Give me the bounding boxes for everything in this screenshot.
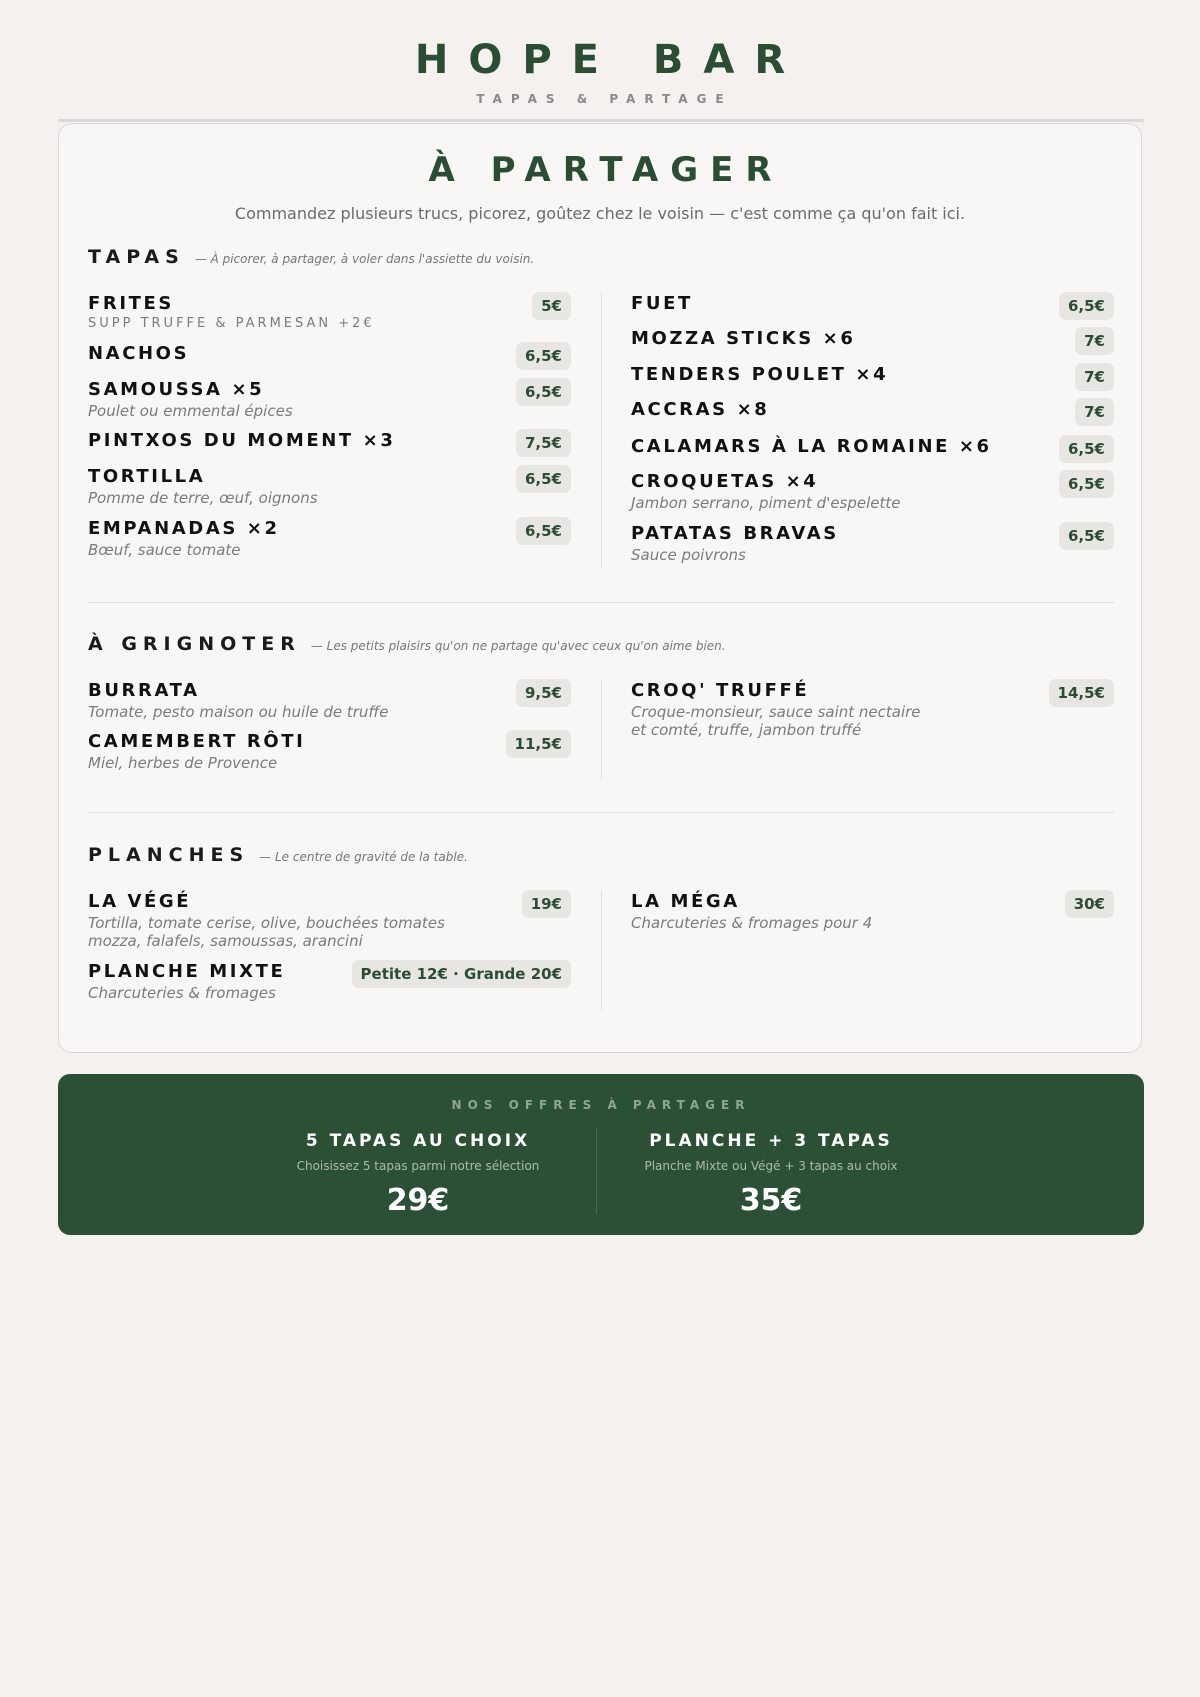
menu-item — [88, 378, 571, 429]
menu-item — [631, 363, 1114, 398]
item-name: BURRATA — [88, 680, 200, 701]
menu-item — [88, 960, 571, 1010]
item-name: NACHOS — [88, 343, 190, 364]
menu-item — [88, 342, 571, 378]
item-description: Poulet ou emmental épices — [88, 402, 293, 420]
price-badge: Petite 12€ · Grande 20€ — [352, 960, 571, 988]
section-columns — [88, 890, 1114, 1010]
menu-item — [631, 890, 1114, 1010]
offer-price: 29€ — [386, 1183, 450, 1218]
menu-item — [88, 679, 571, 730]
item-name: FUET — [631, 293, 693, 314]
offers-divider — [596, 1128, 597, 1214]
section-divider — [88, 812, 1114, 813]
card-title: À PARTAGER — [428, 150, 784, 190]
item-name: TENDERS POULET ×4 — [631, 364, 889, 385]
menu-item — [631, 470, 1114, 522]
item-name: PLANCHE MIXTE — [88, 961, 286, 982]
brand-name: HOPE BAR — [414, 37, 806, 83]
column-left — [88, 890, 602, 1010]
section-tagline: — Les petits plaisirs qu'on ne partage qu'avec ceux qu'on aime bien. — [310, 639, 726, 653]
offer-card — [611, 1130, 931, 1220]
brand-header — [0, 0, 1200, 106]
item-name: MOZZA STICKS ×6 — [631, 328, 856, 349]
price-badge: 6,5€ — [1059, 292, 1114, 320]
menu-item — [631, 398, 1114, 435]
column-left — [88, 292, 602, 568]
menu-item — [631, 679, 1114, 745]
section-title: TAPAS — [88, 246, 185, 268]
menu-item — [88, 292, 571, 342]
price-badge: 6,5€ — [1059, 522, 1114, 550]
offer-card — [258, 1130, 578, 1220]
column-right — [602, 679, 1114, 780]
price-badge: 30€ — [1065, 890, 1114, 918]
item-name: ACCRAS ×8 — [631, 399, 770, 420]
section-tagline: — Le centre de gravité de la table. — [259, 850, 468, 864]
price-badge: 9,5€ — [516, 679, 571, 707]
item-supplement: SUPP TRUFFE & PARMESAN +2€ — [88, 316, 375, 331]
menu-item — [88, 465, 571, 517]
card-intro: Commandez plusieurs trucs, picorez, goûtez chez le voisin — c'est comme ça qu'on fait ici. — [234, 204, 966, 223]
section-header — [88, 844, 1114, 874]
offer-title: PLANCHE + 3 TAPAS — [649, 1131, 893, 1151]
item-description: Croque-monsieur, sauce saint nectaire et comté, truffe, jambon truffé — [631, 703, 921, 739]
item-description: Miel, herbes de Provence — [88, 754, 278, 772]
section-grignoter — [88, 633, 1114, 772]
menu-item — [88, 890, 571, 960]
offer-description: Planche Mixte ou Végé + 3 tapas au choix — [644, 1159, 898, 1173]
section-title: À GRIGNOTER — [88, 633, 301, 655]
item-description: Jambon serrano, piment d'espelette — [631, 494, 901, 512]
item-name: LA MÉGA — [631, 891, 740, 912]
section-header — [88, 246, 1114, 276]
section-columns — [88, 292, 1114, 568]
price-badge: 7,5€ — [516, 429, 571, 457]
item-name: FRITES — [88, 293, 174, 314]
price-badge: 6,5€ — [1059, 435, 1114, 463]
menu-item — [88, 517, 571, 567]
header-divider — [58, 119, 1144, 122]
price-badge: 7€ — [1075, 398, 1114, 426]
item-name: PINTXOS DU MOMENT ×3 — [88, 430, 396, 451]
item-name: LA VÉGÉ — [88, 891, 192, 912]
item-name: EMPANADAS ×2 — [88, 518, 280, 539]
price-badge: 6,5€ — [1059, 470, 1114, 498]
price-badge: 5€ — [532, 292, 571, 320]
section-divider — [88, 602, 1114, 603]
item-description: Sauce poivrons — [631, 546, 746, 564]
price-badge: 14,5€ — [1049, 679, 1114, 707]
column-right — [602, 292, 1114, 568]
column-left — [88, 679, 602, 780]
price-badge: 6,5€ — [516, 378, 571, 406]
price-badge: 7€ — [1075, 327, 1114, 355]
item-description: Charcuteries & fromages — [88, 984, 276, 1002]
section-planches — [88, 844, 1114, 1002]
section-tapas — [88, 246, 1114, 564]
section-columns — [88, 679, 1114, 780]
item-description: Tortilla, tomate cerise, olive, bouchées tomates mozza, falafels, samoussas, arancini — [88, 914, 445, 950]
item-name: SAMOUSSA ×5 — [88, 379, 265, 400]
price-badge: 6,5€ — [516, 517, 571, 545]
price-badge: 6,5€ — [516, 342, 571, 370]
item-name: CALAMARS À LA ROMAINE ×6 — [631, 436, 992, 457]
price-badge: 6,5€ — [516, 465, 571, 493]
menu-item — [631, 327, 1114, 363]
offer-description: Choisissez 5 tapas parmi notre sélection — [296, 1159, 540, 1173]
item-name: TORTILLA — [88, 466, 206, 487]
price-badge: 7€ — [1075, 363, 1114, 391]
item-description: Tomate, pesto maison ou huile de truffe — [88, 703, 389, 721]
offers-heading: NOS OFFRES À PARTAGER — [451, 1098, 751, 1112]
section-tagline: — À picorer, à partager, à voler dans l'assiette du voisin. — [194, 252, 535, 266]
column-right — [602, 890, 1114, 1010]
item-description: Pomme de terre, œuf, oignons — [88, 489, 318, 507]
menu-item — [88, 730, 571, 780]
menu-item — [88, 429, 571, 465]
item-description: Bœuf, sauce tomate — [88, 541, 241, 559]
item-name: CROQUETAS ×4 — [631, 471, 819, 492]
brand-tagline: TAPAS & PARTAGE — [476, 92, 733, 106]
price-badge: 19€ — [522, 890, 571, 918]
item-name: PATATAS BRAVAS — [631, 523, 839, 544]
menu-item — [631, 522, 1114, 568]
item-description: Charcuteries & fromages pour 4 — [631, 914, 873, 932]
menu-card — [58, 123, 1142, 1053]
offer-title: 5 TAPAS AU CHOIX — [305, 1131, 531, 1151]
menu-item — [631, 292, 1114, 327]
menu-item — [631, 435, 1114, 470]
offer-price: 35€ — [739, 1183, 803, 1218]
item-name: CAMEMBERT RÔTI — [88, 731, 306, 752]
item-name: CROQ' TRUFFÉ — [631, 680, 810, 701]
section-header — [88, 633, 1114, 663]
offers-panel — [58, 1074, 1144, 1235]
section-title: PLANCHES — [88, 844, 250, 866]
price-badge: 11,5€ — [506, 730, 571, 758]
